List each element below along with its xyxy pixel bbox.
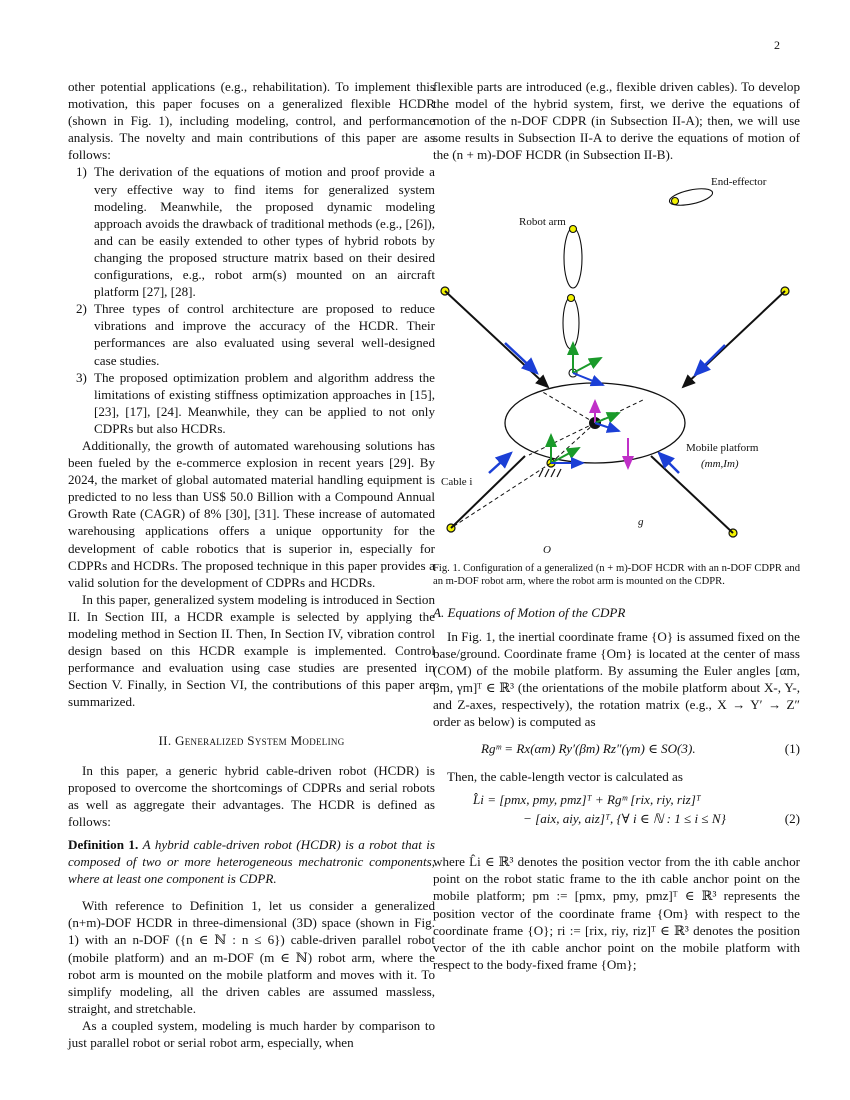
ground-hatch (539, 469, 561, 477)
paragraph: In this paper, a generic hybrid cable-driven robot (HCDR) is proposed to overcome the shortcomings of CDPRs and serial robots as well as aggregate their advantages. The HCDR is defined as follows: (68, 762, 435, 829)
paragraph: In this paper, generalized system modeling is introduced in Section II. In Section III, a HCDR example is selected by applying the modeling method in Section II. Then, In Section IV, vibration control design based on this HCDR example is implemented. Control performance and evaluation using case studies are presented in Section V. Finally, in Section VI, the contributions of this paper are summarized. (68, 591, 435, 710)
equation-1: Rgᵐ = Rx(αm) Ry′(βm) Rz″(γm) ∈ SO(3). (1) (481, 741, 800, 757)
right-column (433, 78, 800, 973)
paragraph: As a coupled system, modeling is much harder by comparison to just parallel robot or serial robot arm, especially, when (68, 1017, 435, 1050)
paragraph: In Fig. 1, the inertial coordinate frame {O} is assumed fixed on the base/ground. Coordinate frame {Om} is located at the center of mass (COM) of the mobile platform. By assuming the Euler angles [αm, βm, γm]ᵀ ∈ ℝ³ (the orientations of the mobile platform about X-, Y-, and Z-axes, respectively), the rotation matrix (e.g., X → Y′ → Z″ order as below) is computed as (433, 628, 800, 730)
paragraph: other potential applications (e.g., rehabilitation). To implement this motivation, this paper focuses on a generalized flexible HCDR (shown in Fig. 1), including modeling, control, and performance analysis. The novelty and main contributions of this paper are as follows: (68, 79, 435, 163)
left-column (68, 78, 435, 1051)
robot-arm (563, 186, 714, 377)
paragraph: flexible parts are introduced (e.g., flexible driven cables). To develop the model of the hybrid system, first, we derive the equations of motion of the n-DOF CDPR (in Subsection II-A); then, we will use some results in Subsection II-A to derive the equations of motion of the (n + m)-DOF HCDR (in Subsection II-B). (433, 79, 800, 163)
label-robot-arm: Robot arm (519, 216, 566, 229)
label-origin: O (543, 544, 551, 557)
label-end-effector: End-effector (711, 176, 767, 189)
figure-caption: Fig. 1. Configuration of a generalized (n + m)-DOF HCDR with an n-DOF CDPR and an m-DOF robot arm, where the robot arm is mounted on the CDPR. (433, 563, 800, 588)
label-cable-i: Cable i (441, 476, 473, 489)
paragraph: With reference to Definition 1, let us consider a generalized (n+m)-DOF HCDR in three-dimensional (3D) space (shown in Fig. 1) with an n-DOF ({n ∈ ℕ : n ≤ 6}) cable-driven parallel robot (mobile platform) and an m-DOF (m ∈ ℕ) robot arm, where the robot arm is mounted on the mobile platform and moves with it. To simplify modeling, all the driven cables are assumed massless, straight, and stretchable. (68, 898, 435, 1016)
paragraph: where L̂i ∈ ℝ³ denotes the position vector from the ith cable anchor point on the robot static frame to the ith cable anchor point on the mobile platform; pm := [pmx, pmy, pmz]ᵀ ∈ ℝ³ represents the position vector of the coordinate frame {Om} with respect to the coordinate frame {O}; ri := [rix, riy, riz]ᵀ ∈ ℝ³ denotes the position vector of the ith cable anchor point on the mobile platform with respect to the body-fixed frame {Om}; (433, 854, 800, 972)
list-item: 2) Three types of control architecture are proposed to reduce vibrations and improve the accuracy of the HCDR. Their performances are also evaluated using several well-designed case studies. (76, 301, 435, 368)
cables (445, 291, 785, 533)
section-heading: II. Generalized System Modeling (158, 733, 345, 749)
position-vectors (451, 391, 645, 528)
label-mobile-platform: Mobile platform (686, 442, 759, 455)
figure-hcdr (433, 173, 800, 558)
definition: Definition 1. A hybrid cable-driven robot (HCDR) is a robot that is composed of two or more heterogeneous mechatronic components, where at least one component is CDPR. (68, 836, 435, 887)
paragraph: Then, the cable-length vector is calculated as (447, 769, 683, 785)
label-gravity: g (638, 516, 644, 529)
paragraph: Additionally, the growth of automated warehousing solutions has been fueled by the e-commerce explosion in recent years [29]. By 2024, the market of global automated material handling equipment is predicted to no less than US$ 50.0 Billion with a Compound Annual Growth Rate (CAGR) of 8% [30], [31]. These increase of automated warehousing applications offers a unique opportunity for the development of cable robotics that is superior in, especially for CDPRs and HCDRs. The proposed technique in this paper provides a valid solution for the development of CDPRs and HCDRs. (68, 437, 435, 590)
subsection-heading: A. Equations of Motion of the CDPR (433, 605, 626, 621)
equation-2: L̂i = [pmx, pmy, pmz]ᵀ + Rgᵐ [rix, riy, riz]ᵀ − [aix, aiy, aiz]ᵀ, {∀ i ∈ ℕ : 1 ≤ i ≤ N} (2) (473, 792, 800, 827)
list-item: 3) The proposed optimization problem and algorithm address the limitations of existing stiffness optimization approaches in [15], [23], [17], [24]. Meanwhile, they can be applied to not only CDPRs but also HCDRs. (76, 369, 435, 436)
anchor-points (441, 287, 789, 537)
contributions-list (68, 163, 435, 437)
page-number: 2 (774, 38, 780, 52)
frame-axes (551, 343, 628, 468)
label-mobile-params: (mm,Im) (701, 458, 739, 471)
list-item: 1) The derivation of the equations of motion and proof provide a very effective way to find items for generalized system modeling. Meanwhile, the proposed dynamic modeling approach avoids the drawback of traditional methods (e.g., [26]), and can be easily extended to other types of hybrid robots by changing the proposed structure matrix based on their desired configurations, e.g., robot arm(s) mounted on an aircraft platform [27], [28]. (76, 164, 435, 300)
hcdr-diagram (433, 173, 800, 558)
